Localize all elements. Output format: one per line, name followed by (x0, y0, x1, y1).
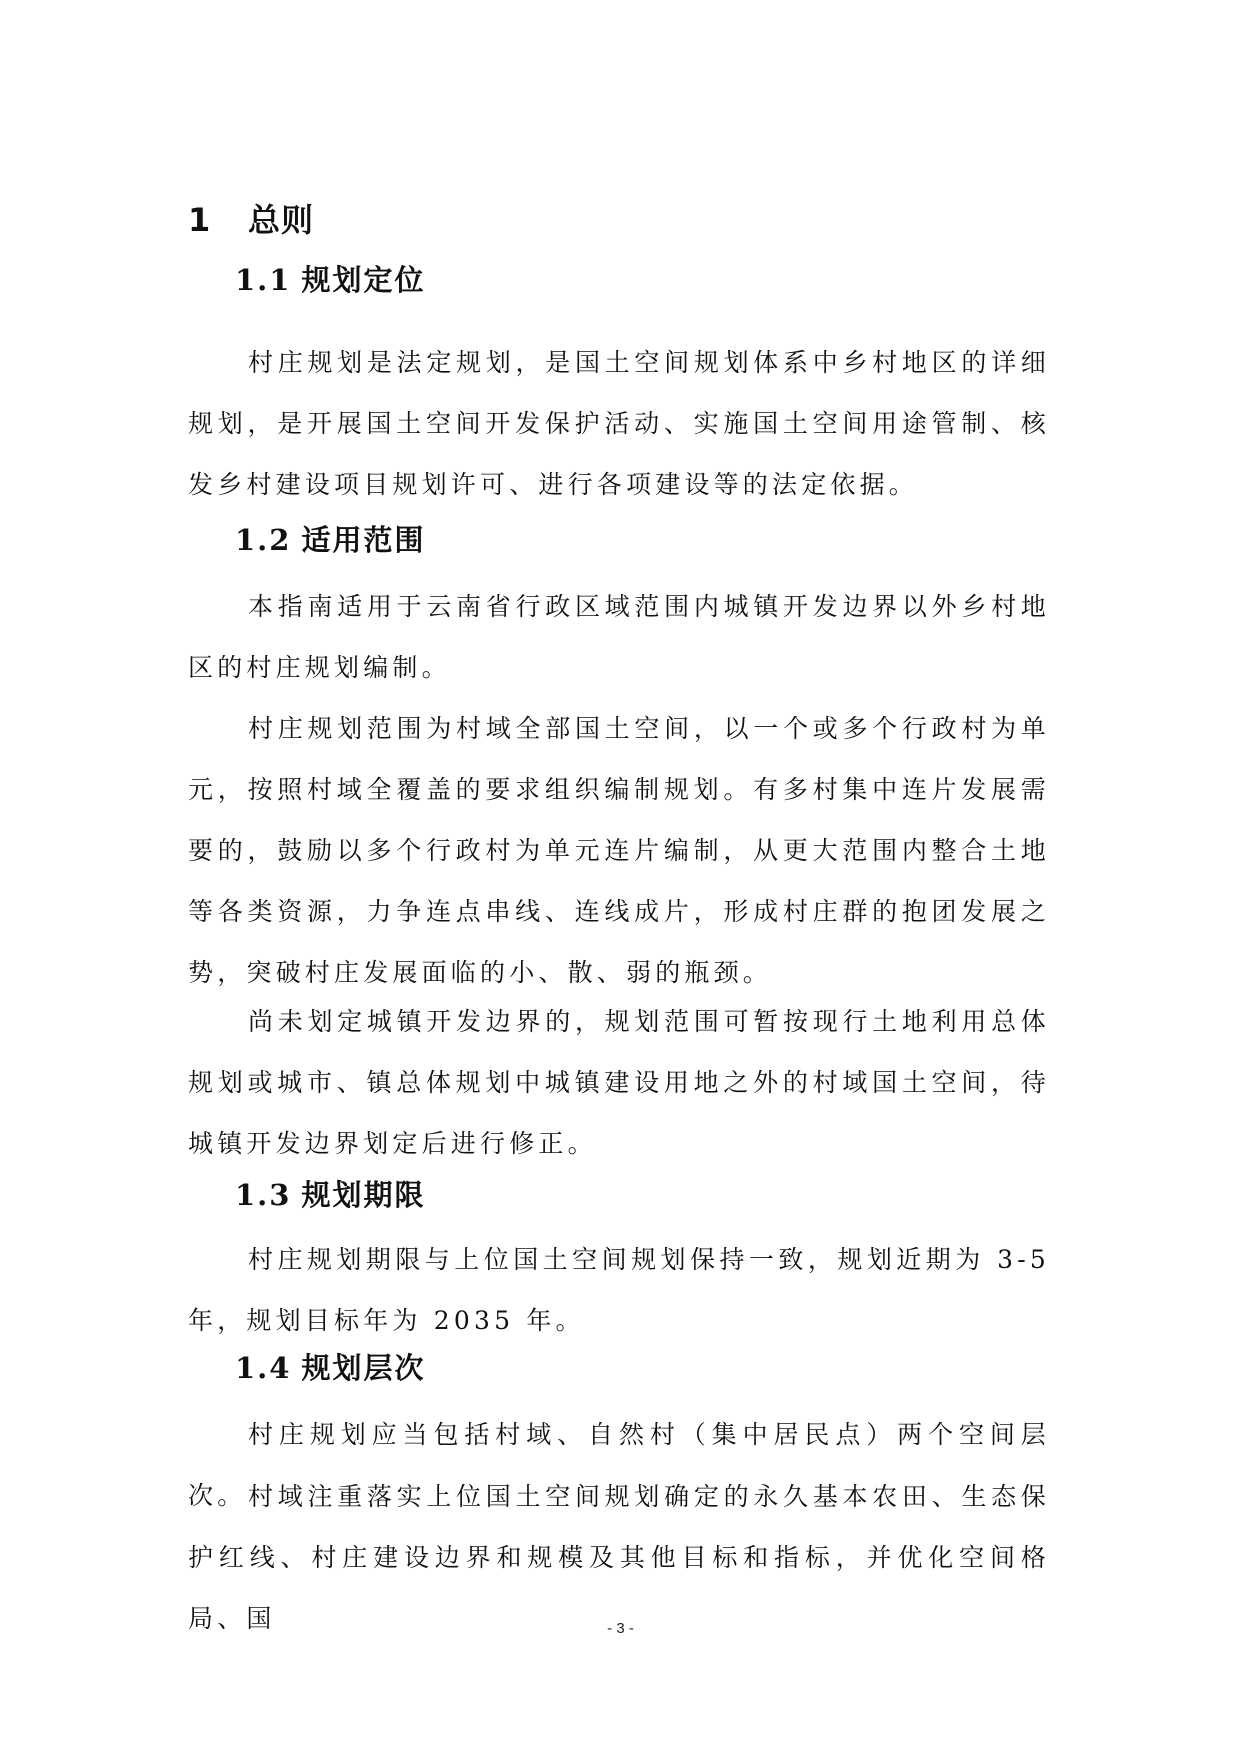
subsection-heading-1-4 (235, 1346, 425, 1390)
subsection-title: 规划层次 (301, 1351, 426, 1385)
paragraph: 村庄规划应当包括村域、自然村（集中居民点）两个空间层次。 (188, 1420, 1050, 1510)
subsection-title: 适用范围 (301, 523, 426, 557)
section-heading (188, 196, 314, 244)
subsection-number: 1.4 (235, 1351, 292, 1385)
paragraph: 村庄规划范围为村域全部国土空间，以一个或多个行政村为单元，按照村域全覆盖的要求组织编制规划。有多村集中连片发展需要的，鼓励以多个行政村为单元连片编制，从更大范围内整合土地等各类资源，力争连点串线、连线成片，形成村庄群的抱团发展之势，突破村庄发展面临的小、散、弱的瓶颈。 (188, 714, 1050, 987)
section-title: 总则 (248, 201, 315, 239)
section-number: 1 (188, 201, 212, 239)
paragraph: 村庄规划是法定规划，是国土空间规划体系中乡村地区的详细规划，是开展国土空间开发保护活动、实施国土空间用途管制、核发乡村建设项目规划许可、进行各项建设等的法定依据。 (188, 348, 1050, 499)
paragraph: 本指南适用于云南省行政区域范围内城镇开发边界以外乡村地区的村庄规划编制。 (188, 592, 1050, 682)
subsection-title: 规划定位 (301, 263, 426, 297)
subsection-title: 规划期限 (301, 1178, 426, 1212)
subsection-heading-1-3 (235, 1173, 425, 1217)
subsection-number: 1.2 (235, 523, 292, 557)
paragraph: 尚未划定城镇开发边界的，规划范围可暂按现行土地利用总体规划或城市、镇总体规划中城镇建设用地之外的村域国土空间，待城镇开发边界划定后进行修正。 (188, 1007, 1050, 1158)
subsection-number: 1.3 (235, 1178, 292, 1212)
subsection-number: 1.1 (235, 263, 292, 297)
paragraph: 村庄规划期限与上位国土空间规划保持一致，规划近期为 3-5 年，规划目标年为 2035 年。 (188, 1245, 1050, 1335)
subsection-heading-1-2 (235, 518, 425, 562)
paragraph: 村域注重落实上位国土空间规划确定的永久基本农田、生态保护红线、村庄建设边界和规模及其他目标和指标，并优化空间格局、国 (188, 1482, 1050, 1633)
subsection-heading-1-1 (235, 258, 425, 302)
page-number: - 3 - (607, 1620, 634, 1637)
